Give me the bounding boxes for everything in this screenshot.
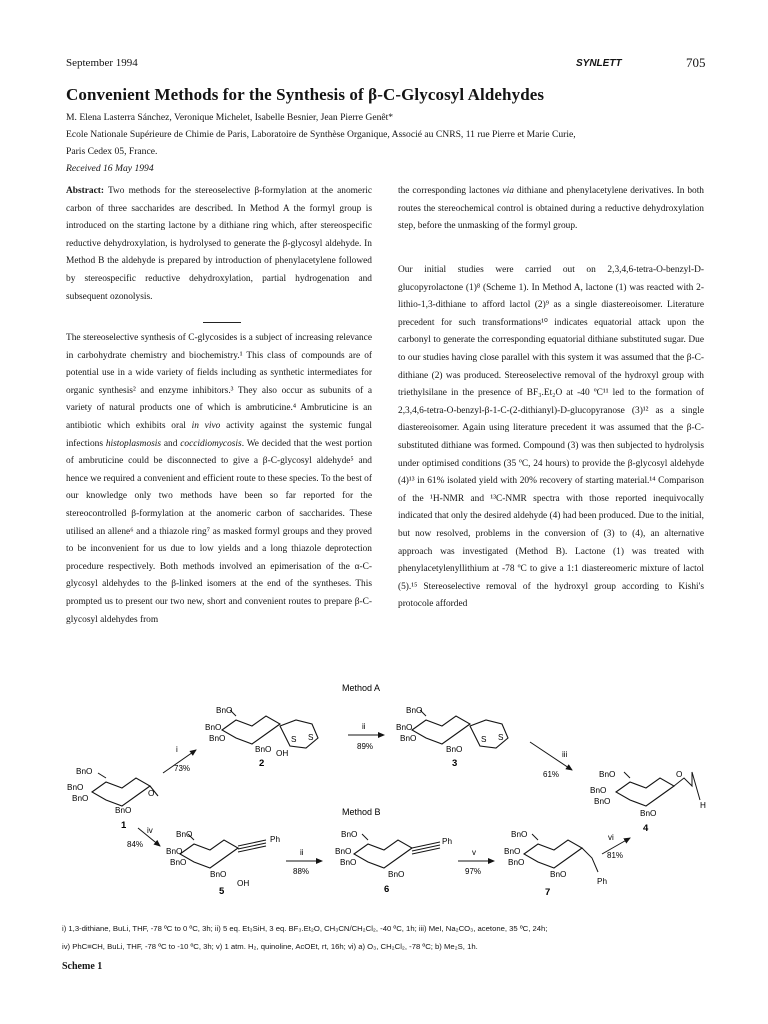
bno-label: BnO	[340, 858, 357, 867]
bno-label: BnO	[67, 783, 84, 792]
bno-label: BnO	[115, 806, 132, 815]
header-journal: SYNLETT	[576, 58, 622, 69]
compound-3-number: 3	[452, 758, 458, 769]
step-i-label: i	[176, 745, 178, 754]
left-column-body	[66, 330, 372, 629]
carbonyl-o-label: O	[148, 789, 155, 798]
received-date: Received 16 May 1994	[66, 163, 154, 174]
bno-label: BnO	[504, 847, 521, 856]
scheme-conditions-line-1: i) 1,3-dithiane, BuLi, THF, -78 ºC to 0 ºC, 3h; ii) 5 eq. Et₃SiH, 3 eq. BF₃.Et₂O, CH₃CN/CH₂Cl₂, -40 ºC, 1h; iii) MeI, Na₂CO₃, acetone, 35 ºC, 24h;	[62, 924, 548, 933]
step-v-label: v	[472, 848, 476, 857]
compound-4-number: 4	[643, 823, 649, 834]
right-column-top	[398, 183, 704, 236]
phenyl-label: Ph	[442, 837, 453, 846]
sulfur-label: S	[308, 733, 314, 742]
sulfur-label: S	[498, 733, 504, 742]
bno-label: BnO	[396, 723, 413, 732]
intro-text-3: . We decided that the west portion of ambruticine could be disconnected to give a β-C-glycosyl aldehyde⁵ and hence we required a convenient and efficient route to these species. To the best of our knowledge only two methods have been so far reported for the stereocontrolled β-formylation at the anomeric carbon of saccharides. These utilised an allene⁶ and a thiazole ring⁷ as masked formyl groups and they proved to be inconvenient for us due to low yields and a long thiazole deprotection procedure respectively. Both methods involved an epimerisation of the α-C-glycosyl aldehydes to the β-linked isomers at the end of the syntheses. This prompted us to present our two new, short and convenient routes to prepare β-C-glycosyl aldehydes from	[66, 438, 373, 625]
compound-5-structure	[166, 830, 280, 888]
bno-label: BnO	[341, 830, 358, 839]
bno-label: BnO	[590, 786, 607, 795]
and-word: and	[163, 438, 178, 449]
step-i-yield: 73%	[174, 764, 191, 773]
step-iv-arrow	[127, 826, 160, 849]
bno-label: BnO	[72, 794, 89, 803]
step-vi-yield: 81%	[607, 851, 624, 860]
bno-label: BnO	[166, 847, 183, 856]
compound-1-structure	[67, 767, 158, 815]
results-paragraph: Our initial studies were carried out on 2,3,4,6-tetra-O-benzyl-D-glucopyrolactone (1)⁸ (Scheme 1). In Method A, lactone (1) was reacted with 2-lithio-1,3-dithiane to afford lactol (2)⁹ as a single diastereoisomer. Literature precedent for such transformations¹⁰ indicates equatorial attack upon the carbonyl to generate the corresponding equatorial dithiane substituted sugar. Due to our studies having close parallel with this system it was assumed that the β-C-dithiane (2) was produced. Stereoselective removal of the hydroxyl group with triethylsilane in the presence of BF₃.Et₂O at -40 ºC¹¹ led to the formation of 2,3,4,6-tetra-O-benzyl-β-1-C-(2-dithianyl)-D-glucopyranose (3)¹² as a single diastereoisomer. Again using literature precedent it was assumed that the β-C-substituted dithiane was formed. Compound (3) was then subjected to hydrolysis under optimised conditions (35 ºC, 24 hours) to provide the β-glycosyl aldehyde (4)¹³ in 61% isolated yield with 20% recovery of starting material.¹⁴ Comparison of the ¹H-NMR and ¹³C-NMR spectra with those reported inequivocally indicated that only the desired aldehyde (4) had been produced. Due to the initial, but now resolved, problems in the conversion of (3) to (4), an alternative approach was investigated (Method B). Lactone (1) was treated with phenylacetylenyllithium at -78 ºC to give a 1:1 diastereomeric mixture of lactol (5).¹⁵ Stereoselective removal of the hydroxyl group according to Kishi's protocole afforded	[398, 265, 704, 610]
compound-4-structure	[590, 770, 706, 818]
step-vi-label: vi	[608, 833, 614, 842]
bno-label: BnO	[210, 870, 227, 879]
abstract-label: Abstract:	[66, 186, 105, 196]
bno-label: BnO	[335, 847, 352, 856]
method-a-label: Method A	[342, 683, 381, 693]
bno-label: BnO	[388, 870, 405, 879]
step-iv-label: iv	[147, 826, 153, 835]
section-divider	[203, 322, 241, 323]
right-column-body	[398, 262, 704, 614]
compound-1-number: 1	[121, 820, 127, 831]
compound-7-number: 7	[545, 887, 551, 898]
bno-label: BnO	[76, 767, 93, 776]
affiliation-line-1: Ecole Nationale Supérieure de Chimie de Paris, Laboratoire de Synthèse Organique, Associé au CNRS, 11 rue Pierre et Marie Curie,	[66, 129, 576, 140]
aldehyde-o-label: O	[676, 770, 683, 779]
header-date: September 1994	[66, 57, 138, 69]
bno-label: BnO	[508, 858, 525, 867]
article-title: Convenient Methods for the Synthesis of β-C-Glycosyl Aldehydes	[66, 85, 545, 104]
step-iii-yield: 61%	[543, 770, 560, 779]
bno-label: BnO	[640, 809, 657, 818]
bno-label: BnO	[176, 830, 193, 839]
step-i-arrow	[163, 745, 196, 773]
compound-6-structure	[335, 830, 452, 879]
abstract-text: Two methods for the stereoselective β-formylation at the anomeric carbon of three saccharides are described. In Method A the formyl group is introduced on the starting lactone by a dithiane ring which, after stereospecific reductive dehydroxylation, is hydrolysed to generate the β-glycosyl aldehyde. In Method B the aldehyde is prepared by introduction of phenylacetylene followed by stereospecific reductive dehydroxylation, partial hydrogenation and subsequent ozonolysis.	[66, 186, 372, 302]
affiliation-line-2: Paris Cedex 05, France.	[66, 146, 158, 157]
step-ii-arrow	[348, 722, 384, 751]
right-top-text-b: dithiane and phenylacetylene derivatives. In both routes the stereochemical control is obtained during a reductive dehydroxylation step, before the unmasking of the formyl group.	[398, 186, 704, 232]
phenyl-label: Ph	[270, 835, 281, 844]
bno-label: BnO	[255, 745, 272, 754]
step-ii-b-label: ii	[300, 848, 304, 857]
compound-7-structure	[504, 830, 607, 886]
intro-text-1: The stereoselective synthesis of C-glycosides is a subject of increasing relevance in carbohydrate chemistry and biochemistry.¹ This class of compounds are of potential use in a wide variety of fields including as synthetic intermediates for organic synthesis² and enzyme inhibitors.³ They also occur as subunits of a variety of natural products one of which is ambruticine.⁴ Ambruticine is an antibiotic which exhibits oral	[66, 333, 372, 431]
compound-3-structure	[396, 706, 508, 754]
sulfur-label: S	[481, 735, 487, 744]
sulfur-label: S	[291, 735, 297, 744]
step-v-arrow	[458, 848, 494, 876]
bno-label: BnO	[400, 734, 417, 743]
aldehyde-h-label: H	[700, 801, 706, 810]
bno-label: BnO	[406, 706, 423, 715]
via-term: via	[502, 186, 514, 196]
abstract	[66, 183, 372, 306]
step-ii-b-yield: 88%	[293, 867, 310, 876]
scheme-caption: Scheme 1	[62, 961, 103, 972]
bno-label: BnO	[599, 770, 616, 779]
compound-6-number: 6	[384, 884, 390, 895]
header-page-number: 705	[686, 55, 706, 70]
step-ii-yield: 89%	[357, 742, 374, 751]
bno-label: BnO	[511, 830, 528, 839]
compound-5-number: 5	[219, 886, 225, 897]
author-list: M. Elena Lasterra Sánchez, Veronique Michelet, Isabelle Besnier, Jean Pierre Genêt*	[66, 112, 394, 123]
bno-label: BnO	[170, 858, 187, 867]
reaction-scheme	[0, 660, 768, 920]
method-b-label: Method B	[342, 807, 381, 817]
phenyl-label: Ph	[597, 877, 608, 886]
bno-label: BnO	[205, 723, 222, 732]
bno-label: BnO	[446, 745, 463, 754]
step-iv-yield: 84%	[127, 840, 144, 849]
step-ii-label: ii	[362, 722, 366, 731]
step-iii-label: iii	[562, 750, 568, 759]
right-top-text-a: the corresponding lactones	[398, 186, 500, 196]
step-iii-arrow	[530, 742, 572, 779]
bno-label: BnO	[216, 706, 233, 715]
coccidiomycosis-term: coccidiomycosis	[180, 438, 242, 449]
step-v-yield: 97%	[465, 867, 482, 876]
bno-label: BnO	[594, 797, 611, 806]
hydroxyl-label: OH	[276, 749, 289, 758]
bno-label: BnO	[209, 734, 226, 743]
compound-2-number: 2	[259, 758, 265, 769]
compound-2-structure	[205, 706, 318, 758]
bno-label: BnO	[550, 870, 567, 879]
hydroxyl-label: OH	[237, 879, 250, 888]
step-vi-arrow	[602, 833, 630, 860]
histoplasmosis-term: histoplasmosis	[105, 438, 162, 449]
in-vivo-term: in vivo	[191, 420, 221, 431]
intro-text-2: activity against the systemic fungal infections	[66, 420, 372, 449]
scheme-conditions-line-2: iv) PhC≡CH, BuLi, THF, -78 ºC to -10 ºC, 3h; v) 1 atm. H₂, quinoline, AcOEt, rt, 16h; vi) a) O₃, CH₂Cl₂, -78 ºC; b) Me₂S, 1h.	[62, 942, 478, 951]
step-ii-b-arrow	[286, 848, 322, 876]
